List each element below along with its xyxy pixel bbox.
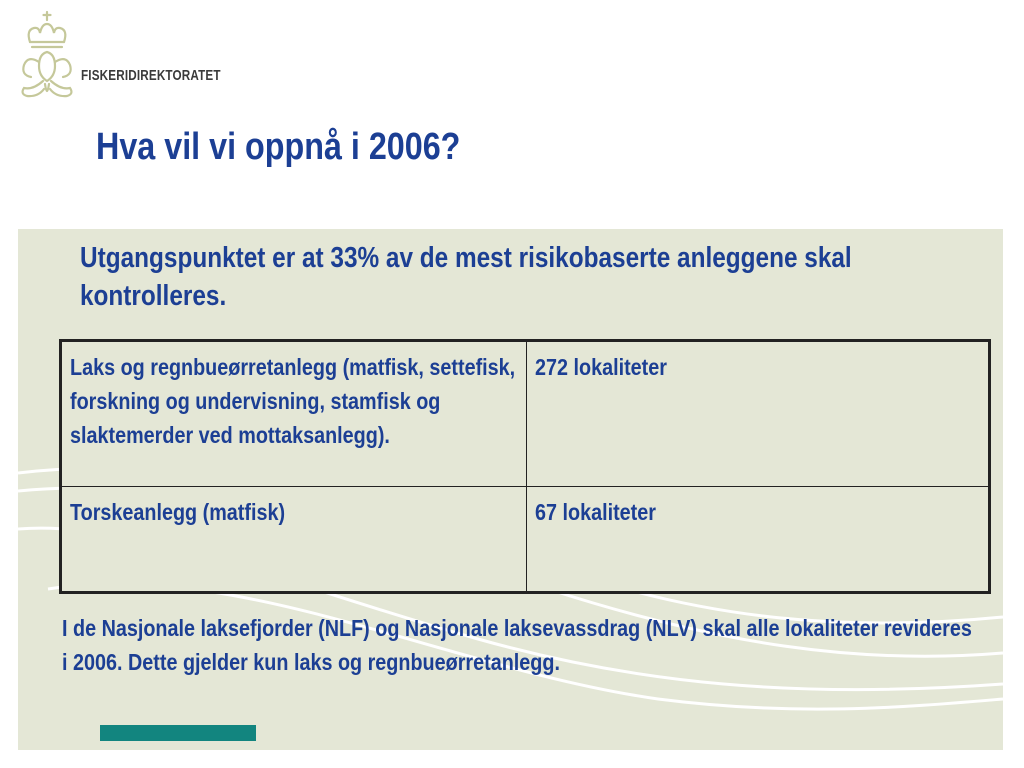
count-cell: 272 lokaliteter xyxy=(527,341,990,487)
organization-logo xyxy=(18,10,248,102)
intro-text: Utgangspunktet er at 33% av de mest risikobaserte anleggene skal kontrolleres. xyxy=(80,242,852,312)
page-title: Hva vil vi oppnå i 2006? xyxy=(96,126,461,168)
table-row xyxy=(61,487,990,593)
content-panel xyxy=(18,229,1003,750)
accent-bar xyxy=(100,725,256,741)
organization-name: FISKERIDIREKTORATET xyxy=(81,67,221,84)
crown-mermaid-icon xyxy=(18,10,80,102)
note-text: I de Nasjonale laksefjorder (NLF) og Nasjonale laksevassdrag (NLV) skal alle lokaliteter revideres i 2006. Dette gjelder kun laks og regnbueørretanlegg. xyxy=(62,615,972,675)
count-cell: 67 lokaliteter xyxy=(527,487,990,593)
facility-cell: Torskeanlegg (matfisk) xyxy=(61,487,527,593)
facility-cell: Laks og regnbueørretanlegg (matfisk, settefisk, forskning og undervisning, stamfisk og slaktemerder ved mottaksanlegg). xyxy=(61,341,527,487)
table-row xyxy=(61,341,990,487)
facilities-table xyxy=(59,339,991,594)
